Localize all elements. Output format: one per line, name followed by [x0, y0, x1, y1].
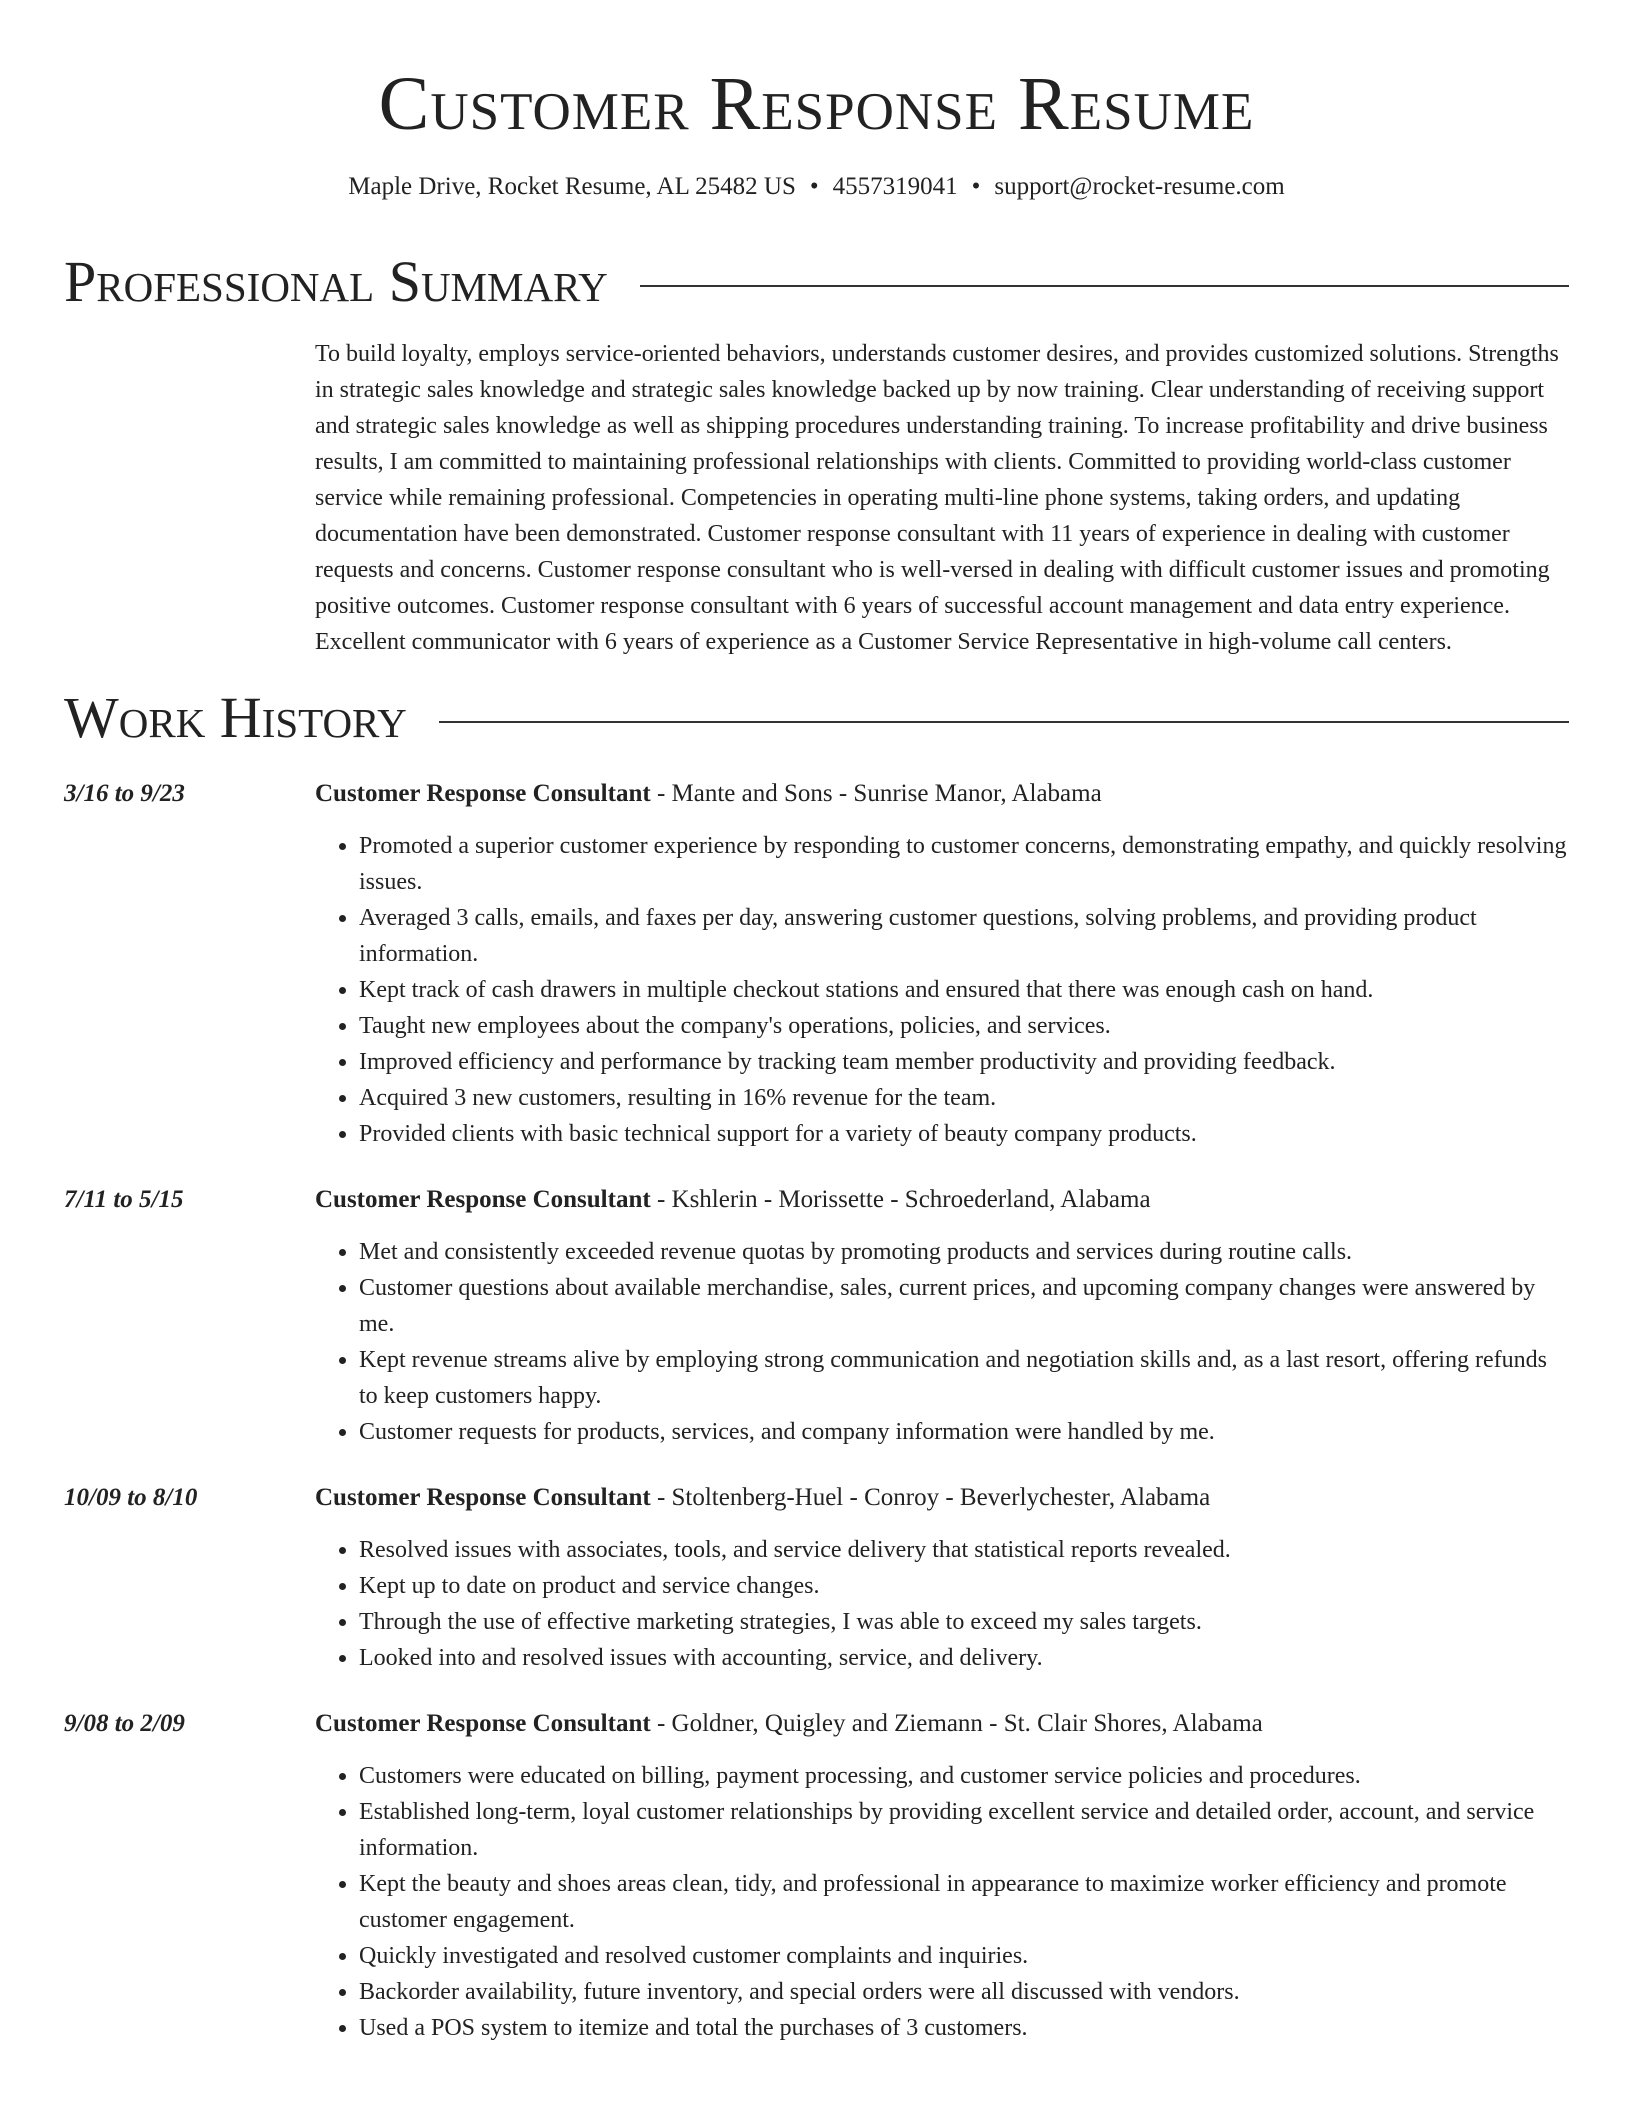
- job-bullet-list: [315, 828, 1569, 1152]
- job-bullet: • Kept the beauty and shoes areas clean, tidy, and professional in appearance to maximize worker efficiency and promote customer engagement.: [359, 1866, 1569, 1938]
- job-bullet: • Backorder availability, future inventory, and special orders were all discussed with vendors.: [359, 1974, 1569, 2010]
- contact-line: [64, 170, 1569, 204]
- job-bullet: • Customer questions about available merchandise, sales, current prices, and upcoming company changes were answered by me.: [359, 1270, 1569, 1342]
- job-details: [315, 1480, 1569, 1676]
- section-divider: [439, 721, 1569, 723]
- job-bullet: • Averaged 3 calls, emails, and faxes per day, answering customer questions, solving problems, and providing product information.: [359, 900, 1569, 972]
- job-bullet-list: [315, 1758, 1569, 2046]
- job-employer-location: - Mante and Sons - Sunrise Manor, Alabama: [650, 780, 1102, 807]
- job-bullet: • Customer requests for products, services, and company information were handled by me.: [359, 1414, 1569, 1450]
- job-bullet: • Kept up to date on product and service changes.: [359, 1568, 1569, 1604]
- job-bullet: • Taught new employees about the company's operations, policies, and services.: [359, 1008, 1569, 1044]
- job-bullet: • Quickly investigated and resolved customer complaints and inquiries.: [359, 1938, 1569, 1974]
- job-dates: 10/09 to 8/10: [64, 1484, 198, 1511]
- job-employer-location: - Kshlerin - Morissette - Schroederland, Alabama: [650, 1186, 1151, 1213]
- job-title: Customer Response Consultant: [315, 1710, 651, 1737]
- job-employer-location: - Goldner, Quigley and Ziemann - St. Clair Shores, Alabama: [650, 1710, 1263, 1737]
- resume-page: [64, 0, 1569, 2046]
- job-details: [315, 1706, 1569, 2046]
- job-bullet: • Through the use of effective marketing strategies, I was able to exceed my sales targets.: [359, 1604, 1569, 1640]
- job-title: Customer Response Consultant: [315, 780, 651, 807]
- job-entry: [64, 776, 1569, 1152]
- contact-phone: 4557319041: [832, 173, 958, 200]
- job-bullet: • Customers were educated on billing, payment processing, and customer service policies and procedures.: [359, 1758, 1569, 1794]
- work-history-list: [64, 776, 1569, 2046]
- section-divider: [640, 285, 1569, 287]
- job-employer-location: - Stoltenberg-Huel - Conroy - Beverlychester, Alabama: [650, 1484, 1211, 1511]
- job-title: Customer Response Consultant: [315, 1186, 651, 1213]
- work-section-title: Work History: [64, 685, 407, 750]
- contact-address: Maple Drive, Rocket Resume, AL 25482 US: [348, 173, 796, 200]
- job-details: [315, 1182, 1569, 1450]
- job-bullet: • Established long-term, loyal customer relationships by providing excellent service and detailed order, account, and service information.: [359, 1794, 1569, 1866]
- job-bullet-list: [315, 1234, 1569, 1450]
- contact-separator: •: [809, 173, 819, 200]
- job-dates: 9/08 to 2/09: [64, 1710, 185, 1737]
- job-bullet: • Acquired 3 new customers, resulting in 16% revenue for the team.: [359, 1080, 1569, 1116]
- job-dates: 7/11 to 5/15: [64, 1186, 184, 1213]
- job-heading: [315, 776, 1569, 812]
- summary-section-header: [64, 250, 1569, 314]
- contact-separator: •: [971, 173, 981, 200]
- job-details: [315, 776, 1569, 1152]
- job-entry: [64, 1480, 1569, 1676]
- job-entry: [64, 1706, 1569, 2046]
- summary-text: To build loyalty, employs service-oriented behaviors, understands customer desires, and provides customized solutions. Strengths in strategic sales knowledge and strategic sales knowledge backed up by now training. Clear understanding of receiving support and strategic sales knowledge as well as shipping procedures understanding training. To increase profitability and drive business results, I am committed to maintaining professional relationships with clients. Committed to providing world-class customer service while remaining professional. Competencies in operating multi-line phone systems, taking orders, and updating documentation have been demonstrated. Customer response consultant with 11 years of experience in dealing with customer requests and concerns. Customer response consultant who is well-versed in dealing with difficult customer issues and promoting positive outcomes. Customer response consultant with 6 years of successful account management and data entry experience. Excellent communicator with 6 years of experience as a Customer Service Representative in high-volume call centers.: [315, 341, 1559, 655]
- job-title: Customer Response Consultant: [315, 1484, 651, 1511]
- job-dates: 3/16 to 9/23: [64, 780, 185, 807]
- job-bullet: • Kept revenue streams alive by employing strong communication and negotiation skills and, as a last resort, offering refunds to keep customers happy.: [359, 1342, 1569, 1414]
- job-bullet: • Improved efficiency and performance by tracking team member productivity and providing feedback.: [359, 1044, 1569, 1080]
- job-bullet: • Kept track of cash drawers in multiple checkout stations and ensured that there was enough cash on hand.: [359, 972, 1569, 1008]
- resume-name: Customer Response Resume: [378, 62, 1255, 146]
- job-bullet: • Resolved issues with associates, tools, and service delivery that statistical reports revealed.: [359, 1532, 1569, 1568]
- job-heading: [315, 1706, 1569, 1742]
- job-heading: [315, 1182, 1569, 1218]
- job-bullet: • Provided clients with basic technical support for a variety of beauty company products.: [359, 1116, 1569, 1152]
- summary-section-title: Professional Summary: [64, 249, 608, 314]
- work-section-header: [64, 686, 1569, 750]
- job-bullet: • Met and consistently exceeded revenue quotas by promoting products and services during routine calls.: [359, 1234, 1569, 1270]
- job-bullet: • Looked into and resolved issues with accounting, service, and delivery.: [359, 1640, 1569, 1676]
- job-bullet: • Used a POS system to itemize and total the purchases of 3 customers.: [359, 2010, 1569, 2046]
- job-entry: [64, 1182, 1569, 1450]
- job-bullet: • Promoted a superior customer experience by responding to customer concerns, demonstrating empathy, and quickly resolving issues.: [359, 828, 1569, 900]
- job-heading: [315, 1480, 1569, 1516]
- contact-email: support@rocket-resume.com: [994, 173, 1285, 200]
- job-bullet-list: [315, 1532, 1569, 1676]
